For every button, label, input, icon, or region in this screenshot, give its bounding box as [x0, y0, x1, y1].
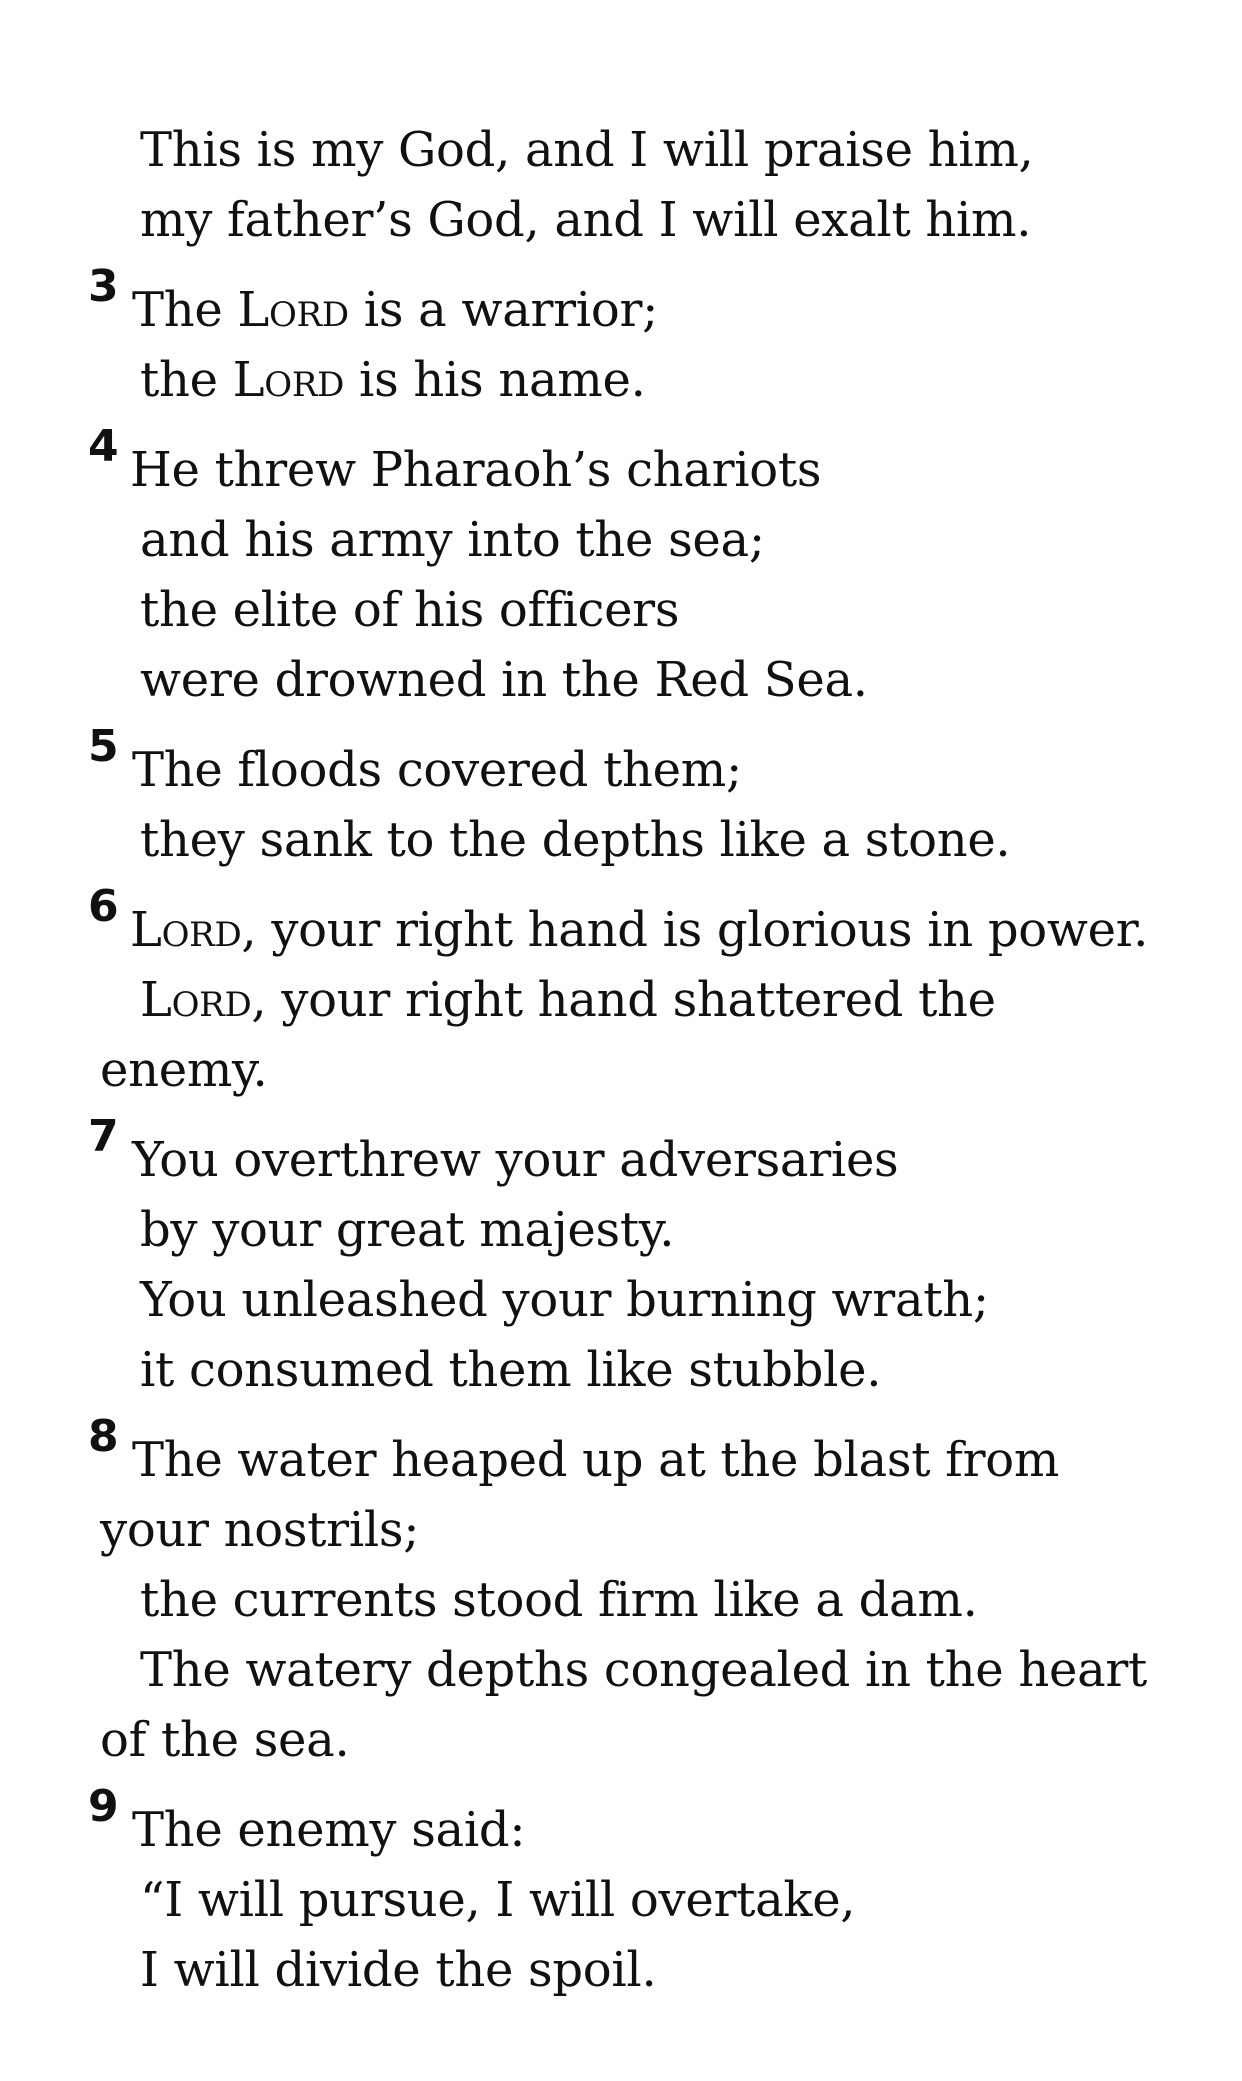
verse-line: “I will pursue, I will overtake, — [140, 1872, 856, 1928]
verse-line: enemy. — [100, 1042, 268, 1098]
verse-line: of the sea. — [100, 1712, 350, 1768]
verse-line: the currents stood firm like a dam. — [140, 1572, 978, 1628]
verse-line: This is my God, and I will praise him, — [140, 122, 1034, 178]
divine-name: Lord — [140, 972, 252, 1028]
verse-line: The water heaped up at the blast from — [132, 1432, 1060, 1488]
verse-line: He threw Pharaoh’s chariots — [130, 442, 822, 498]
verse-line: The enemy said: — [132, 1802, 526, 1858]
verse-line: I will divide the spoil. — [140, 1942, 657, 1998]
verse-number: 7 — [88, 1111, 119, 1162]
verse-line: The floods covered them; — [132, 742, 742, 798]
verse-line: The Lord is a warrior; — [132, 282, 658, 338]
verse-line: your nostrils; — [100, 1502, 420, 1558]
verse-line: the elite of his officers — [140, 582, 680, 638]
verse-line: it consumed them like stubble. — [140, 1342, 882, 1398]
divine-name: Lord — [232, 352, 345, 408]
verse-line: by your great majesty. — [140, 1202, 675, 1258]
verse-line: You unleashed your burning wrath; — [140, 1272, 989, 1328]
divine-name: Lord — [130, 902, 242, 958]
verse-line: Lord, your right hand is glorious in power. — [130, 902, 1149, 958]
verse-line: You overthrew your adversaries — [132, 1132, 899, 1188]
verse-number: 8 — [88, 1411, 119, 1462]
verse-line: they sank to the depths like a stone. — [140, 812, 1011, 868]
verse-number: 6 — [88, 881, 119, 932]
verse-number: 4 — [88, 421, 119, 472]
verse-line: and his army into the sea; — [140, 512, 765, 568]
verse-line: the Lord is his name. — [140, 352, 646, 408]
verse-line: were drowned in the Red Sea. — [140, 652, 868, 708]
divine-name: Lord — [237, 282, 349, 338]
verse-line: The watery depths congealed in the heart — [140, 1642, 1148, 1698]
verse-number: 9 — [88, 1781, 119, 1832]
verse-line: my father’s God, and I will exalt him. — [140, 192, 1032, 248]
verse-number: 5 — [88, 721, 119, 772]
verse-line: Lord, your right hand shattered the — [140, 972, 996, 1028]
verse-number: 3 — [88, 261, 119, 312]
